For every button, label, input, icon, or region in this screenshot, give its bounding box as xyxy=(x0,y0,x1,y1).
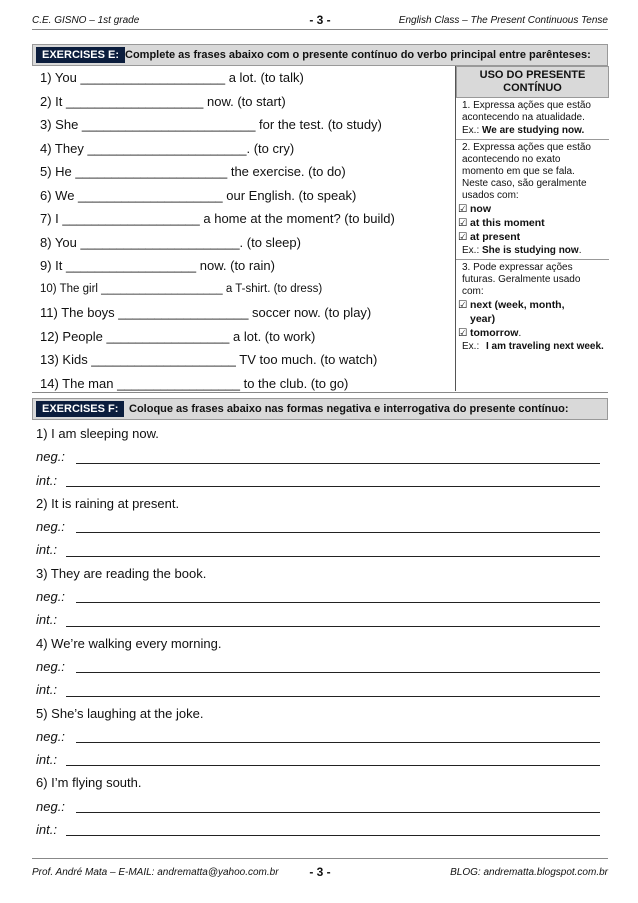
exercise-item: 8) You ______________________. (to sleep) xyxy=(40,234,301,250)
example-label: Ex.: xyxy=(462,341,480,352)
checkbox-icon: ☑ xyxy=(458,203,468,215)
interrogative-line: int.: xyxy=(36,608,602,631)
exercise-item: 2) It ___________________ now. (to start) xyxy=(40,93,286,109)
checkbox-icon: ☑ xyxy=(458,327,468,339)
exercise-item: 10) The girl ___________________ a T-shirt. (to dress) xyxy=(40,282,323,295)
negative-line: neg.: xyxy=(36,515,602,538)
check-item: ☑ tomorrow . xyxy=(458,327,522,339)
footer-page-number: - 3 - xyxy=(309,865,331,879)
header-page-number: - 3 - xyxy=(309,13,331,27)
exercises-e-list xyxy=(40,66,450,395)
negative-line: neg.: xyxy=(36,725,602,748)
exercises-e-instruction: Complete as frases abaixo com o presente contínuo do verbo principal entre parênteses: xyxy=(125,49,591,61)
exercises-e-bar xyxy=(32,44,608,66)
example-sentence: We are studying now. xyxy=(482,125,585,136)
sentence: 2) It is raining at present. xyxy=(36,495,180,511)
page-footer xyxy=(32,858,608,879)
interrogative-line: int.: xyxy=(36,469,602,492)
sentence: 6) I’m flying south. xyxy=(36,775,142,791)
exercise-item: 11) The boys __________________ soccer now. (to play) xyxy=(40,305,372,320)
example-sentence: I am traveling next week. xyxy=(486,341,604,352)
sentence: 5) She’s laughing at the joke. xyxy=(36,705,204,721)
example-label: Ex.: xyxy=(462,125,480,136)
example-sentence: She is studying now xyxy=(482,245,579,256)
checkbox-icon: ☑ xyxy=(458,231,468,243)
sentence: 1) I am sleeping now. xyxy=(36,426,159,441)
footer-author: Prof. André Mata – E-MAIL: andrematta@yahoo.com.br xyxy=(32,867,279,878)
sentence: 4) We’re walking every morning. xyxy=(36,635,222,651)
negative-line: neg.: xyxy=(36,795,602,818)
exercise-item: 3) She ________________________ for the test. (to study) xyxy=(40,117,382,132)
sentence: 3) They are reading the book. xyxy=(36,565,207,581)
exercise-item: 9) It __________________ now. (to rain) xyxy=(40,258,275,273)
page-header xyxy=(32,13,608,30)
check-item: ☑ at present xyxy=(458,231,521,243)
exercises-e-tag: EXERCISES E: xyxy=(36,47,125,63)
usage-2: 2. Expressa ações que estão acontecendo no exato momento em que se fala. Neste caso, são geralmente usados com: xyxy=(462,142,591,201)
negative-line: neg.: xyxy=(36,585,602,608)
usage-1: 1. Expressa ações que estão acontecendo na atualidade. xyxy=(462,100,591,123)
exercises-f-bar xyxy=(32,398,608,420)
negative-line: neg.: xyxy=(36,445,602,468)
interrogative-line: int.: xyxy=(36,538,602,561)
usage-3: 3. Pode expressar ações futuras. Geralmente usado com: xyxy=(462,262,581,297)
footer-blog: BLOG: andrematta.blogspot.com.br xyxy=(450,867,608,878)
checkbox-icon: ☑ xyxy=(458,299,468,311)
negative-line: neg.: xyxy=(36,655,602,678)
usage-3-example xyxy=(456,340,609,353)
example-label: Ex.: xyxy=(462,245,480,256)
check-item: ☑ now xyxy=(458,203,491,215)
usage-box xyxy=(455,66,609,391)
header-school: C.E. GISNO – 1st grade xyxy=(32,15,140,26)
exercise-item: 13) Kids ____________________ TV too much. (to watch) xyxy=(40,352,378,367)
section-divider xyxy=(32,392,608,393)
exercise-item: 4) They ______________________. (to cry) xyxy=(40,140,295,156)
exercise-item: 5) He _____________________ the exercise. (to do) xyxy=(40,164,346,179)
exercise-item: 7) I ___________________ a home at the moment? (to build) xyxy=(40,211,395,226)
interrogative-line: int.: xyxy=(36,748,602,771)
interrogative-line: int.: xyxy=(36,678,602,701)
exercise-item: 12) People _________________ a lot. (to work) xyxy=(40,328,316,344)
exercise-item: 14) The man _________________ to the club. (to go) xyxy=(40,375,349,391)
usage-box-title: USO DO PRESENTE CONTÍNUO xyxy=(456,66,609,98)
usage-1-example xyxy=(456,124,609,137)
exercises-f-instruction: Coloque as frases abaixo nas formas negativa e interrogativa do presente contínuo: xyxy=(129,403,569,415)
header-subject: English Class – The Present Continuous Tense xyxy=(398,15,608,26)
exercises-f-list xyxy=(36,422,602,841)
exercise-item: 6) We ____________________ our English. (to speak) xyxy=(40,187,357,203)
check-item: ☑ at this moment xyxy=(458,217,545,229)
exercises-f-tag: EXERCISES F: xyxy=(36,401,124,417)
checkbox-icon: ☑ xyxy=(458,217,468,229)
usage-2-example: Ex.: She is studying now. xyxy=(462,245,582,256)
check-item: ☑ next (week, month, year) xyxy=(458,299,565,325)
exercise-item: 1) You ____________________ a lot. (to talk) xyxy=(40,70,304,85)
interrogative-line: int.: xyxy=(36,818,602,841)
